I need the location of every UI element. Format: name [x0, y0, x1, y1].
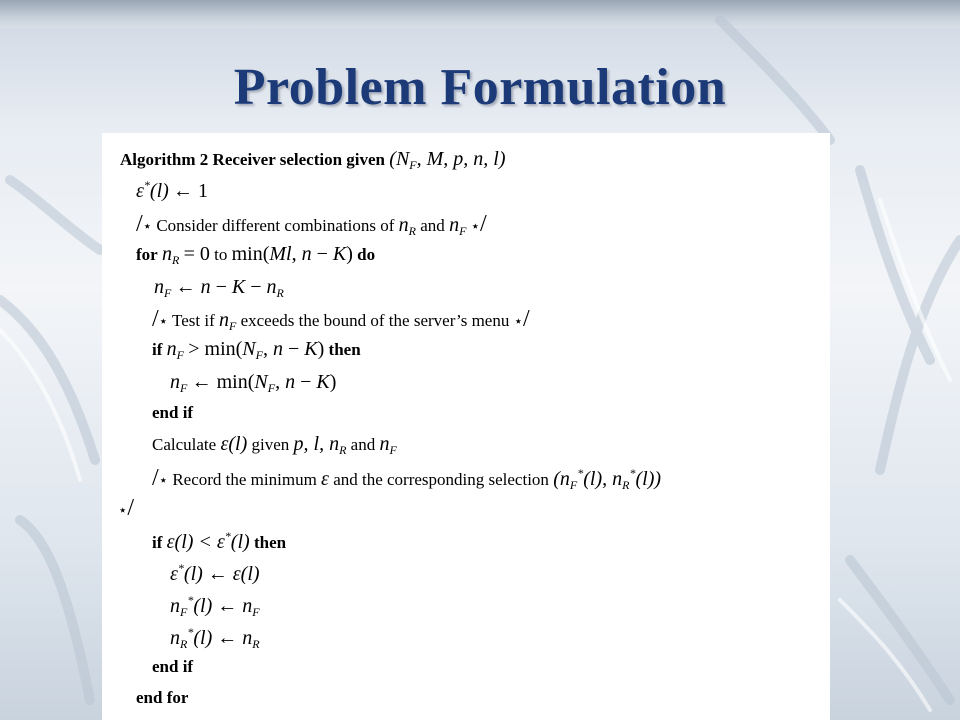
if-keyword-2: if: [152, 533, 163, 552]
if-min-line: if ε(l) < ε*(l) then: [152, 529, 287, 553]
comment3-tail: and the corresponding selection: [333, 470, 549, 489]
assign-nf-star-line: $n_F^*(l)$ ← $n_F$: [170, 593, 260, 619]
if-keyword: if: [152, 340, 163, 359]
comment2-tail: exceeds the bound of the server’s menu: [240, 311, 510, 330]
algorithm-header: [120, 148, 506, 173]
calculate-text: Calculate: [152, 435, 217, 454]
endif-line-1: [152, 403, 193, 423]
given-text: given: [251, 435, 290, 454]
calculate-line: Calculate ε(l) given p, l, $n_R$ and $n_F$: [152, 433, 397, 457]
comment-record: /⋆ Record the minimum ε and the corresponding selection ($n_F^*(l)$, $n_R^*(l)$): [152, 465, 662, 492]
comment1-text: Consider different combinations of: [156, 216, 395, 235]
algorithm-header-label: Algorithm 2 Receiver selection given: [120, 150, 386, 169]
assign-nf-line: $n_F$ ← $n - K - n_R$: [154, 276, 284, 300]
comment1-and: and: [420, 216, 445, 235]
for-line: for $n_R = 0$ to min(Ml, n − K) do: [136, 243, 376, 267]
endfor-keyword: end for: [136, 688, 189, 707]
algorithm-header-args: ($N_F$, M, p, n, l): [389, 148, 506, 172]
comment-combinations: /⋆ Consider different combinations of $n_R$ and $n_F$ ⋆/: [136, 211, 487, 238]
comment2-text: Test if: [172, 311, 215, 330]
for-keyword: for: [136, 245, 158, 264]
then-keyword-2: then: [253, 533, 287, 552]
endif-line-2: [152, 657, 193, 677]
assign-eps-line: ε*(l) ← ε(l): [170, 561, 260, 585]
and-text: and: [350, 435, 376, 454]
endfor-line: [136, 688, 188, 708]
endif-keyword-1: end if: [152, 403, 194, 422]
comment-record-close: ⋆/: [118, 495, 135, 521]
to-keyword: to: [214, 245, 228, 264]
algorithm-panel: [102, 133, 830, 720]
do-keyword: do: [357, 245, 376, 264]
then-keyword: then: [328, 340, 361, 359]
slide-title: Problem Formulation: [233, 59, 727, 116]
assign-nf-min-line: $n_F$ ← $\min(N_F$, n − K): [170, 371, 337, 395]
if-bound-line: if $n_F > \min(N_F$, n − K) then: [152, 338, 361, 362]
endif-keyword-2: end if: [152, 657, 194, 676]
comment3-text: Record the minimum: [172, 470, 317, 489]
comment-test: /⋆ Test if $n_F$ exceeds the bound of the server’s menu ⋆/: [152, 306, 530, 333]
init-line: ε*(l) ← 1: [136, 178, 209, 202]
assign-nr-star-line: $n_R^*(l)$ ← $n_R$: [170, 625, 260, 651]
